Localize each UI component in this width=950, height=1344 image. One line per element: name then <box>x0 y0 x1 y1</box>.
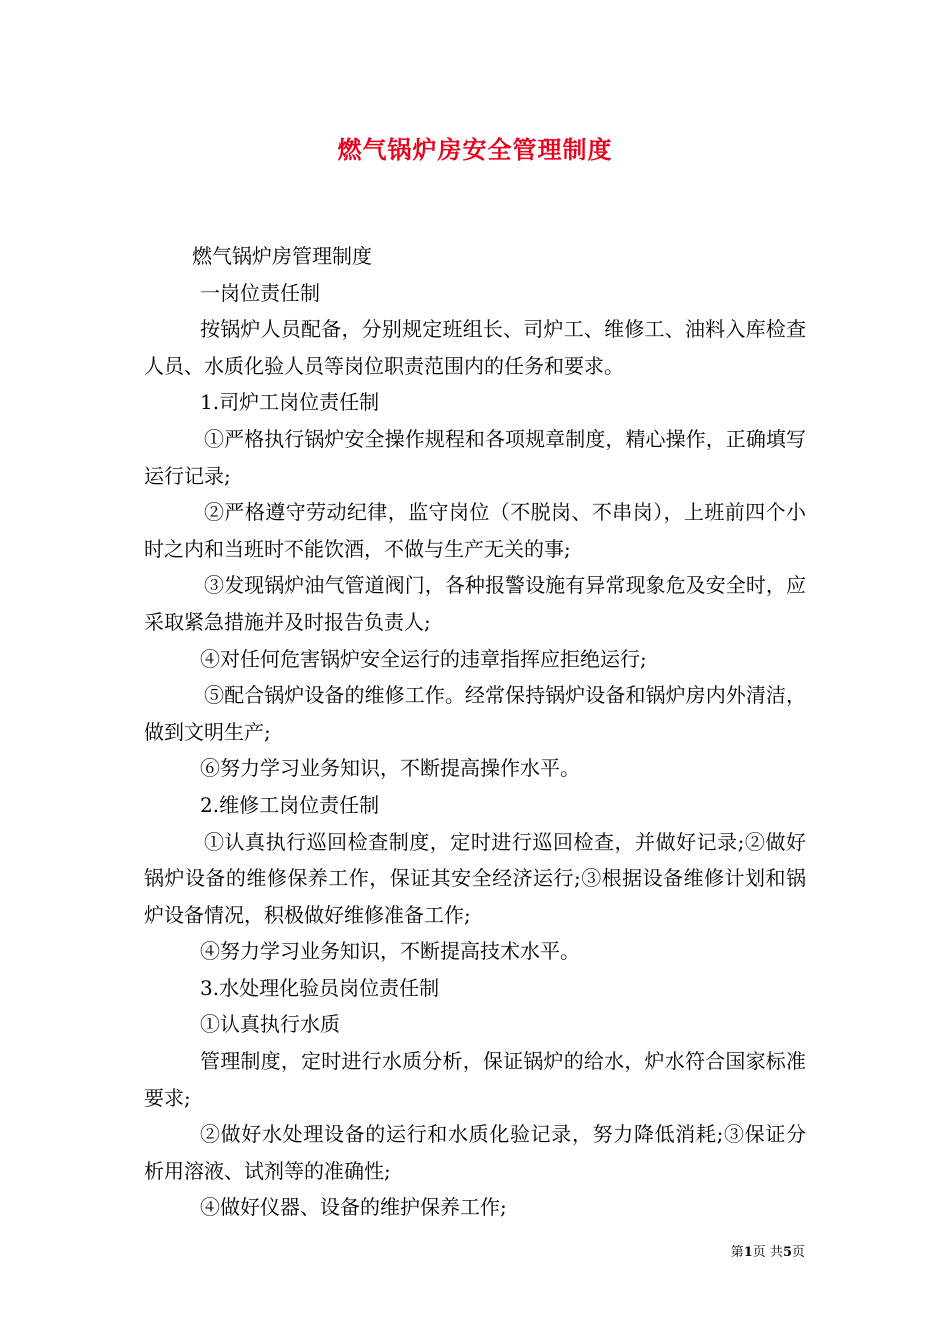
subsection-heading: 2.维修工岗位责任制 <box>200 792 380 817</box>
list-item: ③发现锅炉油气管道阀门，各种报警设施有异常现象危及安全时，应采取紧急措施并及时报告负责人; <box>144 573 806 634</box>
list-item: ②严格遵守劳动纪律，监守岗位（不脱岗、不串岗），上班前四个小时之内和当班时不能饮酒，不做与生产无关的事; <box>144 500 806 561</box>
document-title: 燃气锅炉房安全管理制度 <box>337 135 613 164</box>
subsection-heading: 3.水处理化验员岗位责任制 <box>200 975 440 1000</box>
footer-suffix: 页 <box>791 1245 805 1260</box>
list-item: ②做好水处理设备的运行和水质化验记录，努力降低消耗;③保证分析用溶液、试剂等的准确性; <box>144 1122 806 1183</box>
list-item: ④做好仪器、设备的维护保养工作; <box>200 1195 507 1220</box>
total-pages-number: 5 <box>782 1245 792 1260</box>
footer-middle: 页 共 <box>752 1245 783 1260</box>
list-item: ⑤配合锅炉设备的维修工作。经常保持锅炉设备和锅炉房内外清洁，做到文明生产; <box>144 683 806 744</box>
paragraph: 管理制度，定时进行水质分析，保证锅炉的给水，炉水符合国家标准要求; <box>144 1049 806 1110</box>
paragraph: 按锅炉人员配备，分别规定班组长、司炉工、维修工、油料入库检查人员、水质化验人员等岗位职责范围内的任务和要求。 <box>144 317 806 378</box>
list-item: ④努力学习业务知识，不断提高技术水平。 <box>200 939 580 964</box>
section-heading: 一岗位责任制 <box>200 280 320 305</box>
list-item: ①严格执行锅炉安全操作规程和各项规章制度，精心操作，正确填写运行记录; <box>144 426 806 488</box>
list-item: ①认真执行水质 <box>200 1012 340 1037</box>
document-body <box>144 238 806 1226</box>
paragraph: 燃气锅炉房管理制度 <box>192 244 372 268</box>
current-page-number: 1 <box>743 1245 753 1260</box>
list-item: ⑥努力学习业务知识，不断提高操作水平。 <box>200 756 580 781</box>
footer-prefix: 第 <box>730 1245 744 1260</box>
list-item: ①认真执行巡回检查制度，定时进行巡回检查，并做好记录;②做好锅炉设备的维修保养工作，保证其安全经济运行;③根据设备维修计划和锅炉设备情况，积极做好维修准备工作; <box>144 829 806 927</box>
list-item: ④对任何危害锅炉安全运行的违章指挥应拒绝运行; <box>200 646 647 671</box>
subsection-heading: 1.司炉工岗位责任制 <box>200 390 380 415</box>
page-footer <box>731 1244 805 1262</box>
